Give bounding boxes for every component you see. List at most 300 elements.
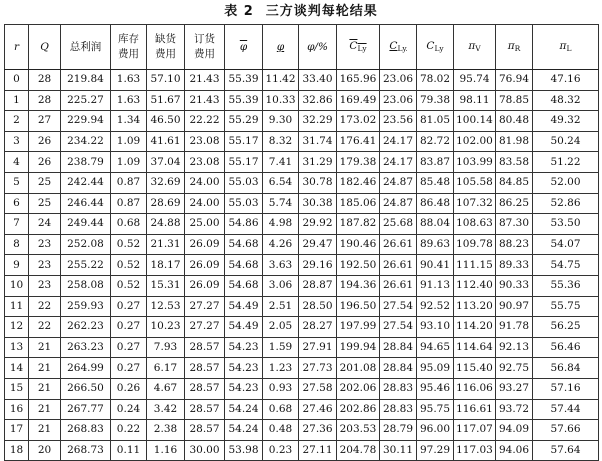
cell-c-ly-lower: 28.84 [380, 358, 417, 379]
cell-order-cost: 26.09 [185, 255, 225, 276]
cell-order-cost: 26.09 [185, 234, 225, 255]
cell-phi-upper: 54.23 [225, 378, 263, 399]
cell-phi-percent: 27.11 [299, 440, 337, 461]
cell-inventory-cost: 0.52 [111, 234, 147, 255]
cell-c-ly-lower: 24.17 [380, 152, 417, 173]
cell-pi-r: 88.23 [496, 234, 533, 255]
cell-phi-percent: 28.50 [299, 296, 337, 317]
cell-c-ly: 95.75 [417, 399, 454, 420]
cell-phi-upper: 54.23 [225, 358, 263, 379]
cell-q: 21 [29, 399, 61, 420]
cell-phi-upper: 55.39 [225, 70, 263, 91]
cell-c-ly: 82.72 [417, 131, 454, 152]
cell-inventory-cost: 0.27 [111, 317, 147, 338]
cell-pi-v: 114.64 [454, 337, 496, 358]
cell-shortage-cost: 21.31 [147, 234, 185, 255]
cell-order-cost: 21.43 [185, 70, 225, 91]
cell-shortage-cost: 12.53 [147, 296, 185, 317]
cell-pi-l: 55.36 [533, 275, 599, 296]
cell-inventory-cost: 0.11 [111, 440, 147, 461]
cell-c-ly-lower: 26.61 [380, 234, 417, 255]
cell-phi-percent: 33.40 [299, 70, 337, 91]
cell-q: 21 [29, 378, 61, 399]
cell-c-ly-upper: 182.46 [337, 172, 380, 193]
cell-total-profit: 252.08 [61, 234, 111, 255]
cell-shortage-cost: 51.67 [147, 90, 185, 111]
cell-phi-percent: 30.78 [299, 172, 337, 193]
cell-pi-v: 113.20 [454, 296, 496, 317]
cell-order-cost: 21.43 [185, 90, 225, 111]
cell-r: 12 [5, 317, 29, 338]
cell-c-ly-lower: 28.79 [380, 420, 417, 441]
cell-phi-percent: 29.16 [299, 255, 337, 276]
cell-pi-v: 116.06 [454, 378, 496, 399]
cell-pi-r: 89.33 [496, 255, 533, 276]
table-row [5, 234, 599, 255]
cell-phi-upper: 54.86 [225, 214, 263, 235]
table-body [5, 70, 599, 461]
header-pi-l: $\pi_L$ [533, 25, 599, 70]
cell-phi-lower: 3.06 [263, 275, 299, 296]
cell-total-profit: 266.50 [61, 378, 111, 399]
cell-inventory-cost: 0.27 [111, 337, 147, 358]
cell-pi-l: 53.50 [533, 214, 599, 235]
cell-phi-lower: 0.48 [263, 420, 299, 441]
cell-q: 21 [29, 337, 61, 358]
cell-phi-upper: 53.98 [225, 440, 263, 461]
cell-pi-l: 57.66 [533, 420, 599, 441]
cell-order-cost: 27.27 [185, 296, 225, 317]
cell-pi-v: 103.99 [454, 152, 496, 173]
cell-phi-percent: 32.86 [299, 90, 337, 111]
cell-pi-v: 117.07 [454, 420, 496, 441]
cell-pi-v: 112.40 [454, 275, 496, 296]
cell-phi-lower: 1.23 [263, 358, 299, 379]
cell-c-ly-lower: 26.61 [380, 275, 417, 296]
cell-total-profit: 264.99 [61, 358, 111, 379]
cell-phi-lower: 4.98 [263, 214, 299, 235]
cell-c-ly-upper: 202.86 [337, 399, 380, 420]
cell-shortage-cost: 41.61 [147, 131, 185, 152]
table-number: 表 2 [224, 4, 254, 19]
cell-shortage-cost: 57.10 [147, 70, 185, 91]
cell-total-profit: 268.73 [61, 440, 111, 461]
cell-r: 4 [5, 152, 29, 173]
cell-r: 3 [5, 131, 29, 152]
cell-c-ly-upper: 179.38 [337, 152, 380, 173]
cell-c-ly-lower: 23.06 [380, 90, 417, 111]
cell-total-profit: 267.77 [61, 399, 111, 420]
cell-phi-lower: 3.63 [263, 255, 299, 276]
cell-phi-percent: 29.47 [299, 234, 337, 255]
cell-c-ly: 81.05 [417, 111, 454, 132]
cell-r: 5 [5, 172, 29, 193]
cell-inventory-cost: 0.26 [111, 378, 147, 399]
cell-c-ly-lower: 24.87 [380, 193, 417, 214]
cell-phi-percent: 29.92 [299, 214, 337, 235]
cell-q: 23 [29, 234, 61, 255]
cell-pi-l: 49.32 [533, 111, 599, 132]
cell-c-ly-lower: 27.54 [380, 317, 417, 338]
cell-phi-percent: 32.29 [299, 111, 337, 132]
cell-inventory-cost: 0.87 [111, 193, 147, 214]
cell-c-ly: 85.48 [417, 172, 454, 193]
table-row [5, 70, 599, 91]
cell-phi-lower: 0.23 [263, 440, 299, 461]
cell-pi-l: 50.24 [533, 131, 599, 152]
cell-c-ly-upper: 201.08 [337, 358, 380, 379]
cell-order-cost: 25.00 [185, 214, 225, 235]
cell-inventory-cost: 1.63 [111, 90, 147, 111]
header-q: Q [29, 25, 61, 70]
table-row [5, 111, 599, 132]
cell-total-profit: 225.27 [61, 90, 111, 111]
cell-phi-upper: 55.17 [225, 131, 263, 152]
cell-r: 0 [5, 70, 29, 91]
cell-inventory-cost: 1.63 [111, 70, 147, 91]
cell-q: 27 [29, 111, 61, 132]
cell-phi-upper: 54.68 [225, 275, 263, 296]
cell-pi-l: 52.86 [533, 193, 599, 214]
cell-phi-lower: 5.74 [263, 193, 299, 214]
cell-pi-r: 83.58 [496, 152, 533, 173]
cell-inventory-cost: 1.34 [111, 111, 147, 132]
header-total-profit: 总利润 [61, 25, 111, 70]
cell-pi-r: 84.85 [496, 172, 533, 193]
cell-c-ly-upper: 202.06 [337, 378, 380, 399]
cell-pi-v: 105.58 [454, 172, 496, 193]
cell-phi-upper: 54.49 [225, 317, 263, 338]
cell-order-cost: 22.22 [185, 111, 225, 132]
cell-q: 22 [29, 317, 61, 338]
cell-q: 25 [29, 193, 61, 214]
cell-phi-lower: 9.30 [263, 111, 299, 132]
cell-shortage-cost: 4.67 [147, 378, 185, 399]
table-row [5, 193, 599, 214]
cell-shortage-cost: 24.88 [147, 214, 185, 235]
cell-shortage-cost: 28.69 [147, 193, 185, 214]
header-c-ly: $C_{Ly}$ [417, 25, 454, 70]
table-header [5, 25, 599, 70]
cell-shortage-cost: 2.38 [147, 420, 185, 441]
table-row [5, 214, 599, 235]
cell-total-profit: 262.23 [61, 317, 111, 338]
cell-order-cost: 28.57 [185, 378, 225, 399]
cell-c-ly: 86.48 [417, 193, 454, 214]
cell-pi-r: 81.98 [496, 131, 533, 152]
cell-phi-upper: 54.24 [225, 399, 263, 420]
cell-q: 25 [29, 172, 61, 193]
cell-order-cost: 28.57 [185, 358, 225, 379]
cell-order-cost: 24.00 [185, 193, 225, 214]
table-row [5, 172, 599, 193]
cell-shortage-cost: 3.42 [147, 399, 185, 420]
cell-pi-r: 80.48 [496, 111, 533, 132]
table-row [5, 440, 599, 461]
cell-r: 11 [5, 296, 29, 317]
cell-c-ly: 97.29 [417, 440, 454, 461]
header-pi-v: $\pi_V$ [454, 25, 496, 70]
cell-inventory-cost: 0.68 [111, 214, 147, 235]
cell-pi-r: 93.27 [496, 378, 533, 399]
table-row [5, 255, 599, 276]
cell-c-ly-upper: 203.53 [337, 420, 380, 441]
cell-c-ly: 89.63 [417, 234, 454, 255]
cell-phi-upper: 54.23 [225, 337, 263, 358]
cell-phi-lower: 2.05 [263, 317, 299, 338]
cell-order-cost: 26.09 [185, 275, 225, 296]
table-row [5, 317, 599, 338]
cell-phi-percent: 27.73 [299, 358, 337, 379]
cell-shortage-cost: 37.04 [147, 152, 185, 173]
cell-q: 21 [29, 420, 61, 441]
header-phi-lower: φ [263, 25, 299, 70]
cell-q: 22 [29, 296, 61, 317]
cell-phi-percent: 30.38 [299, 193, 337, 214]
header-c-ly-upper: $C_{Ly}$ [337, 25, 380, 70]
cell-q: 23 [29, 275, 61, 296]
cell-r: 7 [5, 214, 29, 235]
cell-order-cost: 24.00 [185, 172, 225, 193]
cell-r: 18 [5, 440, 29, 461]
cell-phi-lower: 0.68 [263, 399, 299, 420]
cell-pi-v: 111.15 [454, 255, 496, 276]
cell-pi-l: 57.16 [533, 378, 599, 399]
cell-phi-upper: 55.17 [225, 152, 263, 173]
cell-inventory-cost: 0.27 [111, 296, 147, 317]
cell-total-profit: 238.79 [61, 152, 111, 173]
cell-c-ly-lower: 27.54 [380, 296, 417, 317]
header-order-cost: 订货 费用 [185, 25, 225, 70]
cell-c-ly-lower: 28.83 [380, 399, 417, 420]
cell-inventory-cost: 0.22 [111, 420, 147, 441]
cell-q: 24 [29, 214, 61, 235]
table-row [5, 337, 599, 358]
cell-shortage-cost: 6.17 [147, 358, 185, 379]
cell-phi-lower: 7.41 [263, 152, 299, 173]
cell-pi-l: 56.46 [533, 337, 599, 358]
cell-phi-percent: 31.74 [299, 131, 337, 152]
cell-pi-r: 76.94 [496, 70, 533, 91]
cell-pi-l: 51.22 [533, 152, 599, 173]
cell-c-ly-lower: 26.61 [380, 255, 417, 276]
table-row [5, 378, 599, 399]
cell-shortage-cost: 32.69 [147, 172, 185, 193]
cell-r: 8 [5, 234, 29, 255]
cell-q: 20 [29, 440, 61, 461]
cell-shortage-cost: 10.23 [147, 317, 185, 338]
cell-order-cost: 28.57 [185, 420, 225, 441]
table-row [5, 420, 599, 441]
cell-c-ly-upper: 204.78 [337, 440, 380, 461]
cell-pi-l: 56.84 [533, 358, 599, 379]
cell-phi-upper: 55.39 [225, 90, 263, 111]
cell-c-ly: 95.46 [417, 378, 454, 399]
cell-c-ly-upper: 192.50 [337, 255, 380, 276]
cell-total-profit: 249.44 [61, 214, 111, 235]
cell-phi-lower: 6.54 [263, 172, 299, 193]
cell-pi-l: 54.75 [533, 255, 599, 276]
header-c-ly-lower: $C_{Ly}$ [380, 25, 417, 70]
cell-phi-percent: 27.36 [299, 420, 337, 441]
cell-phi-percent: 31.29 [299, 152, 337, 173]
cell-r: 17 [5, 420, 29, 441]
cell-c-ly: 88.04 [417, 214, 454, 235]
cell-r: 15 [5, 378, 29, 399]
cell-pi-l: 47.16 [533, 70, 599, 91]
cell-inventory-cost: 0.27 [111, 358, 147, 379]
cell-pi-v: 98.11 [454, 90, 496, 111]
cell-pi-v: 114.20 [454, 317, 496, 338]
cell-pi-v: 116.61 [454, 399, 496, 420]
cell-c-ly-upper: 197.99 [337, 317, 380, 338]
cell-phi-lower: 11.42 [263, 70, 299, 91]
cell-phi-upper: 55.03 [225, 193, 263, 214]
cell-c-ly-upper: 187.82 [337, 214, 380, 235]
cell-c-ly: 95.09 [417, 358, 454, 379]
cell-order-cost: 23.08 [185, 152, 225, 173]
cell-r: 14 [5, 358, 29, 379]
cell-phi-lower: 4.26 [263, 234, 299, 255]
table-row [5, 131, 599, 152]
header-pi-r: $\pi_R$ [496, 25, 533, 70]
cell-pi-r: 86.25 [496, 193, 533, 214]
cell-c-ly-upper: 199.94 [337, 337, 380, 358]
cell-order-cost: 30.00 [185, 440, 225, 461]
cell-pi-r: 91.78 [496, 317, 533, 338]
cell-pi-r: 92.13 [496, 337, 533, 358]
cell-r: 1 [5, 90, 29, 111]
cell-inventory-cost: 0.52 [111, 255, 147, 276]
cell-total-profit: 268.83 [61, 420, 111, 441]
header-row [5, 25, 599, 70]
cell-c-ly: 78.02 [417, 70, 454, 91]
cell-pi-r: 93.72 [496, 399, 533, 420]
cell-pi-r: 90.97 [496, 296, 533, 317]
cell-pi-r: 94.09 [496, 420, 533, 441]
cell-c-ly-lower: 24.17 [380, 131, 417, 152]
cell-c-ly-lower: 23.06 [380, 70, 417, 91]
cell-c-ly: 90.41 [417, 255, 454, 276]
table-row [5, 275, 599, 296]
cell-inventory-cost: 0.52 [111, 275, 147, 296]
cell-pi-l: 48.32 [533, 90, 599, 111]
cell-total-profit: 219.84 [61, 70, 111, 91]
cell-phi-upper: 54.68 [225, 234, 263, 255]
cell-total-profit: 259.93 [61, 296, 111, 317]
cell-c-ly-upper: 190.46 [337, 234, 380, 255]
cell-q: 21 [29, 358, 61, 379]
cell-pi-r: 87.30 [496, 214, 533, 235]
cell-c-ly-lower: 28.84 [380, 337, 417, 358]
table-row [5, 90, 599, 111]
cell-r: 10 [5, 275, 29, 296]
cell-r: 13 [5, 337, 29, 358]
cell-phi-percent: 28.27 [299, 317, 337, 338]
cell-c-ly: 93.10 [417, 317, 454, 338]
table-row [5, 358, 599, 379]
cell-order-cost: 27.27 [185, 317, 225, 338]
cell-pi-v: 117.03 [454, 440, 496, 461]
cell-phi-upper: 54.68 [225, 255, 263, 276]
cell-order-cost: 28.57 [185, 399, 225, 420]
cell-c-ly-upper: 194.36 [337, 275, 380, 296]
cell-c-ly: 94.65 [417, 337, 454, 358]
cell-phi-percent: 28.87 [299, 275, 337, 296]
cell-phi-percent: 27.58 [299, 378, 337, 399]
cell-total-profit: 258.08 [61, 275, 111, 296]
cell-pi-l: 57.44 [533, 399, 599, 420]
cell-r: 2 [5, 111, 29, 132]
table-caption [0, 0, 602, 24]
cell-q: 28 [29, 70, 61, 91]
results-table [4, 24, 599, 461]
cell-c-ly-upper: 165.96 [337, 70, 380, 91]
cell-pi-l: 55.75 [533, 296, 599, 317]
cell-shortage-cost: 1.16 [147, 440, 185, 461]
cell-c-ly-upper: 169.49 [337, 90, 380, 111]
cell-c-ly-upper: 173.02 [337, 111, 380, 132]
cell-phi-lower: 8.32 [263, 131, 299, 152]
cell-pi-r: 78.85 [496, 90, 533, 111]
cell-phi-lower: 1.59 [263, 337, 299, 358]
cell-phi-lower: 2.51 [263, 296, 299, 317]
cell-pi-l: 52.00 [533, 172, 599, 193]
cell-pi-v: 115.40 [454, 358, 496, 379]
cell-pi-l: 54.07 [533, 234, 599, 255]
header-phi-percent: φ/% [299, 25, 337, 70]
cell-pi-l: 57.64 [533, 440, 599, 461]
cell-order-cost: 23.08 [185, 131, 225, 152]
cell-shortage-cost: 15.31 [147, 275, 185, 296]
cell-total-profit: 234.22 [61, 131, 111, 152]
table-title: 三方谈判每轮结果 [265, 4, 378, 19]
cell-q: 28 [29, 90, 61, 111]
cell-phi-upper: 54.49 [225, 296, 263, 317]
cell-total-profit: 263.23 [61, 337, 111, 358]
cell-inventory-cost: 1.09 [111, 152, 147, 173]
cell-r: 9 [5, 255, 29, 276]
cell-pi-l: 56.25 [533, 317, 599, 338]
cell-c-ly: 92.52 [417, 296, 454, 317]
cell-c-ly: 91.13 [417, 275, 454, 296]
header-inventory-cost: 库存 费用 [111, 25, 147, 70]
cell-inventory-cost: 0.87 [111, 172, 147, 193]
cell-c-ly: 83.87 [417, 152, 454, 173]
cell-shortage-cost: 7.93 [147, 337, 185, 358]
header-phi-upper: $\overline{\varphi}$ [225, 25, 263, 70]
table-row [5, 399, 599, 420]
cell-r: 16 [5, 399, 29, 420]
cell-pi-v: 107.32 [454, 193, 496, 214]
cell-phi-upper: 55.03 [225, 172, 263, 193]
cell-q: 26 [29, 152, 61, 173]
cell-phi-upper: 54.24 [225, 420, 263, 441]
cell-total-profit: 246.44 [61, 193, 111, 214]
cell-pi-v: 95.74 [454, 70, 496, 91]
cell-total-profit: 229.94 [61, 111, 111, 132]
cell-pi-r: 94.06 [496, 440, 533, 461]
header-shortage-cost: 缺货 费用 [147, 25, 185, 70]
cell-inventory-cost: 1.09 [111, 131, 147, 152]
cell-shortage-cost: 46.50 [147, 111, 185, 132]
cell-phi-percent: 27.91 [299, 337, 337, 358]
cell-pi-r: 92.75 [496, 358, 533, 379]
cell-c-ly-lower: 28.83 [380, 378, 417, 399]
header-r: r [5, 25, 29, 70]
cell-c-ly-lower: 23.56 [380, 111, 417, 132]
cell-phi-upper: 55.29 [225, 111, 263, 132]
